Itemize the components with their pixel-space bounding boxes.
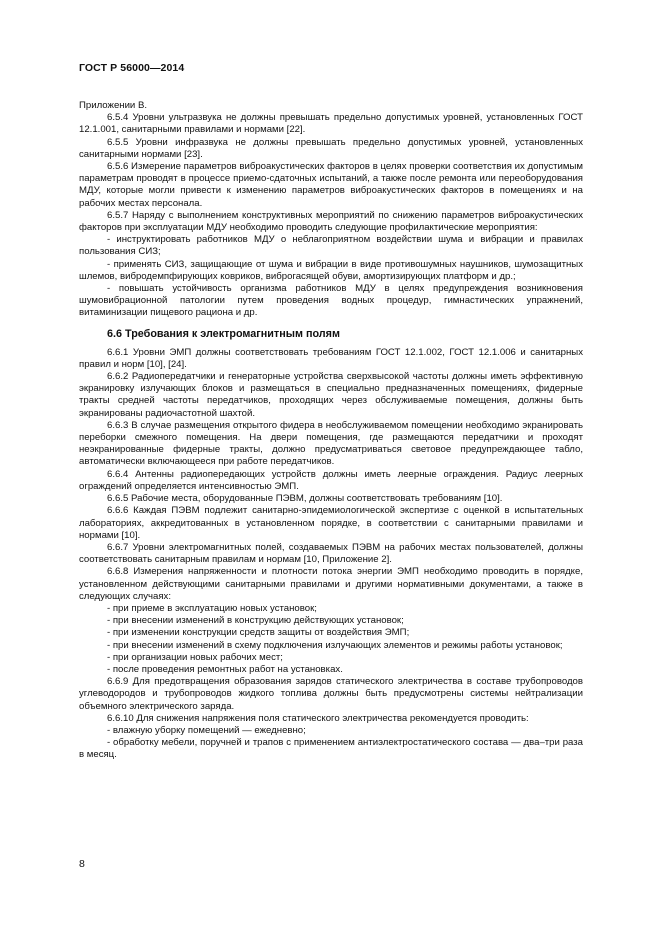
paragraph: Приложении В. [79, 100, 148, 111]
paragraph-6-6-9: 6.6.9 Для предотвращения образования зарядов статического электричества в составе трубопроводов углеводородов и трубопроводов жидкого топлива должны быть предусмотрены системы нейтрализации объемного электрического заряда. [79, 676, 583, 712]
list-item: - инструктировать работников МДУ о неблагоприятном воздействии шума и вибрации и правилах пользования СИЗ; [79, 234, 583, 258]
paragraph-6-6-2: 6.6.2 Радиопередатчики и генераторные устройства сверхвысокой частоты должны иметь эффективную экранировку излучающих блоков и размещаться в специально предназначенных помещениях, фидерные тракты средней частоты передатчиков, проходящих через обслуживаемые помещения, должны быть экранированы радиочастотной шахтой. [79, 371, 583, 419]
paragraph-6-5-5: 6.5.5 Уровни инфразвука не должны превышать предельно допустимых уровней, установленных санитарными нормами [23]. [79, 136, 583, 160]
list-item: - влажную уборку помещений — ежедневно; [107, 724, 306, 736]
paragraph-6-6-5: 6.6.5 Рабочие места, оборудованные ПЭВМ, должны соответствовать требованиям [10]. [107, 493, 503, 505]
paragraph-6-6-7: 6.6.7 Уровни электромагнитных полей, создаваемых ПЭВМ на рабочих местах пользователей, должны соответствовать санитарным правилам и нормам [10, Приложение 2]. [79, 541, 583, 566]
page-header-standard-number: ГОСТ Р 56000—2014 [79, 62, 185, 74]
document-body [79, 100, 583, 762]
paragraph-6-5-6: 6.5.6 Измерение параметров виброакустических факторов в целях проверки соответствия их допустимым параметрам проводят в процессе приемо-сдаточных испытаний, а также после ремонта или переоборудования МДУ, которые могли привести к изменению параметров виброакустических факторов в помещениях и на рабочих местах персонала. [79, 161, 583, 209]
list-item: - при организации новых рабочих мест; [107, 651, 283, 663]
list-item: - применять СИЗ, защищающие от шума и вибрации в виде противошумных наушников, шумозащитных шлемов, вибродемпфирующих ковриков, виброгасящей обуви, амортизирующих платформ и др.; [79, 258, 583, 282]
list-item: - при внесении изменений в схему подключения излучающих элементов и режимы работы установок; [107, 639, 563, 651]
list-item: - после проведения ремонтных работ на установках. [107, 663, 343, 675]
paragraph-6-6-1: 6.6.1 Уровни ЭМП должны соответствовать требованиям ГОСТ 12.1.002, ГОСТ 12.1.006 и санитарных правил и норм [10], [24]. [79, 346, 583, 370]
list-item: - обработку мебели, поручней и трапов с применением антиэлектростатического состава — два–три раза в месяц. [79, 737, 583, 761]
paragraph-6-6-10: 6.6.10 Для снижения напряжения поля статического электричества рекомендуется проводить: [107, 712, 529, 724]
list-item: - при внесении изменений в конструкцию действующих установок; [107, 615, 404, 627]
paragraph-6-6-8: 6.6.8 Измерения напряженности и плотности потока энергии ЭМП необходимо проводить в порядке, установленном действующими санитарными правилами и другими нормативными документами, а также в следующих случаях: [79, 566, 583, 602]
list-item: - при изменении конструкции средств защиты от воздействия ЭМП; [107, 627, 410, 639]
paragraph-6-5-4: 6.5.4 Уровни ультразвука не должны превышать предельно допустимых уровней, установленных ГОСТ 12.1.001, санитарными правилами и нормами [22]. [79, 112, 583, 136]
list-item: - при приеме в эксплуатацию новых установок; [107, 602, 317, 614]
section-title-6-6: 6.6 Требования к электромагнитным полям [107, 327, 340, 340]
list-item: - повышать устойчивость организма работников МДУ в целях предупреждения возникновения шумовибрационной патологии путем проведения водных процедур, гимнастических упражнений, витаминизации пищевого рациона и др. [79, 283, 583, 319]
paragraph-6-6-4: 6.6.4 Антенны радиопередающих устройств должны иметь леерные ограждения. Радиус леерных ограждений определяется интенсивностью ЭМП. [79, 468, 583, 492]
paragraph-6-5-7: 6.5.7 Наряду с выполнением конструктивных мероприятий по снижению параметров виброакустических факторов при эксплуатации МДУ необходимо проводить следующие профилактические мероприятия: [79, 209, 583, 234]
paragraph-6-6-6: 6.6.6 Каждая ПЭВМ подлежит санитарно-эпидемиологической экспертизе с оценкой в испытательных лабораториях, аккредитованных в установленном порядке, в соответствии с санитарными правилами и нормами [10]. [79, 505, 583, 541]
page-number: 8 [79, 858, 85, 870]
paragraph-6-6-3: 6.6.3 В случае размещения открытого фидера в необслуживаемом помещении необходимо экранировать переборки смежного помещения. На двери помещения, где размещаются передатчики и проходят неэкранированные фидерные тракты, должно предусматриваться световое предупреждающее табло, автоматически включающееся при работе передатчиков. [79, 419, 583, 468]
